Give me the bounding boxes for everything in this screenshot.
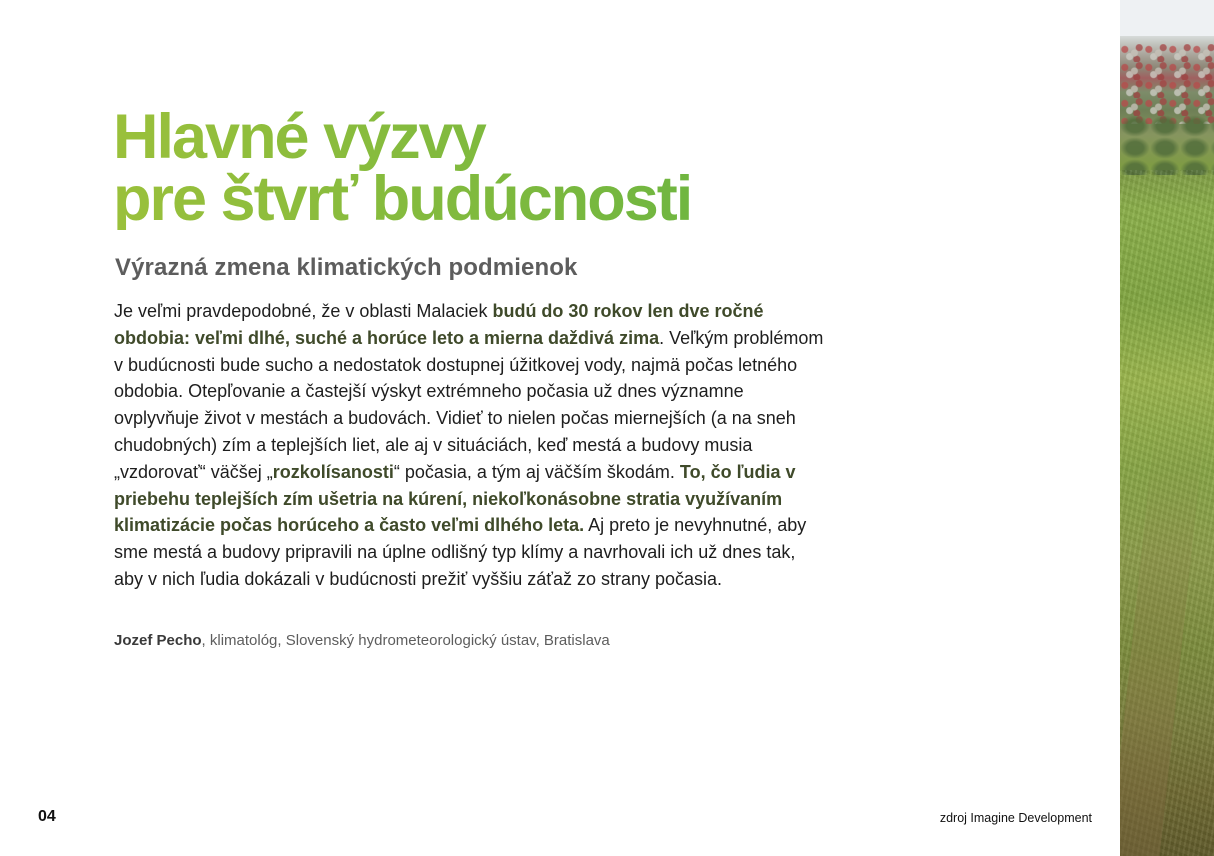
page-title [113,102,692,234]
photo-sky [1120,0,1214,36]
page-number: 04 [38,808,56,825]
aerial-landscape-photo [1120,0,1214,856]
photo-tree-line [1120,115,1214,175]
body-paragraph [114,298,824,593]
page-title-line-1: Hlavné výzvy [113,102,485,172]
page-title-line-2: pre štvrť budúcnosti [113,164,692,234]
body-text-3: “ počasia, a tým aj väčším škodám. [393,461,680,482]
author-role: , klimatológ, Slovenský hydrometeorologický ústav, Bratislava [201,632,610,649]
quote-attribution [114,632,610,649]
image-source-credit: zdroj Imagine Development [939,811,1092,825]
body-emphasis-1: budú do 30 rokov len dve ročné obdobia: veľmi dlhé, suché a horúce leto a mierna daždivá zima [114,301,764,348]
body-text-4: Aj preto je nevyhnutné, aby sme mestá a budovy pripravili na úplne odlišný typ klímy a navrhovali ich už dnes tak, aby v nich ľudia dokázali v budúcnosti prežiť vyššiu záťaž zo strany počasia. [114,515,807,589]
body-emphasis-2: rozkolísanosti [272,461,394,482]
photo-town-roofs [1120,44,1214,124]
body-text-2: . Veľkým problémom v budúcnosti bude sucho a nedostatok dostupnej úžitkovej vody, najmä počas letného obdobia. Otepľovanie a častejší výskyt extrémneho počasia už dnes významne ovplyvňuje život v mestách a budovách. Vidieť to nielen počas miernejších (a na sneh chudobných) zím a teplejších liet, ale aj v situáciách, keď mestá a budovy musia „vzdorovať“ väčšej „ [114,327,824,482]
body-text-1: Je veľmi pravdepodobné, že v oblasti Malaciek [114,301,493,321]
author-name: Jozef Pecho [114,632,202,649]
section-subtitle: Výrazná zmena klimatických podmienok [115,254,578,281]
body-emphasis-3: To, čo ľudia v priebehu teplejších zím ušetria na kúrení, niekoľkonásobne stratia využívaním klimatizácie počas horúceho a často veľmi dlhého leta. [114,461,796,536]
